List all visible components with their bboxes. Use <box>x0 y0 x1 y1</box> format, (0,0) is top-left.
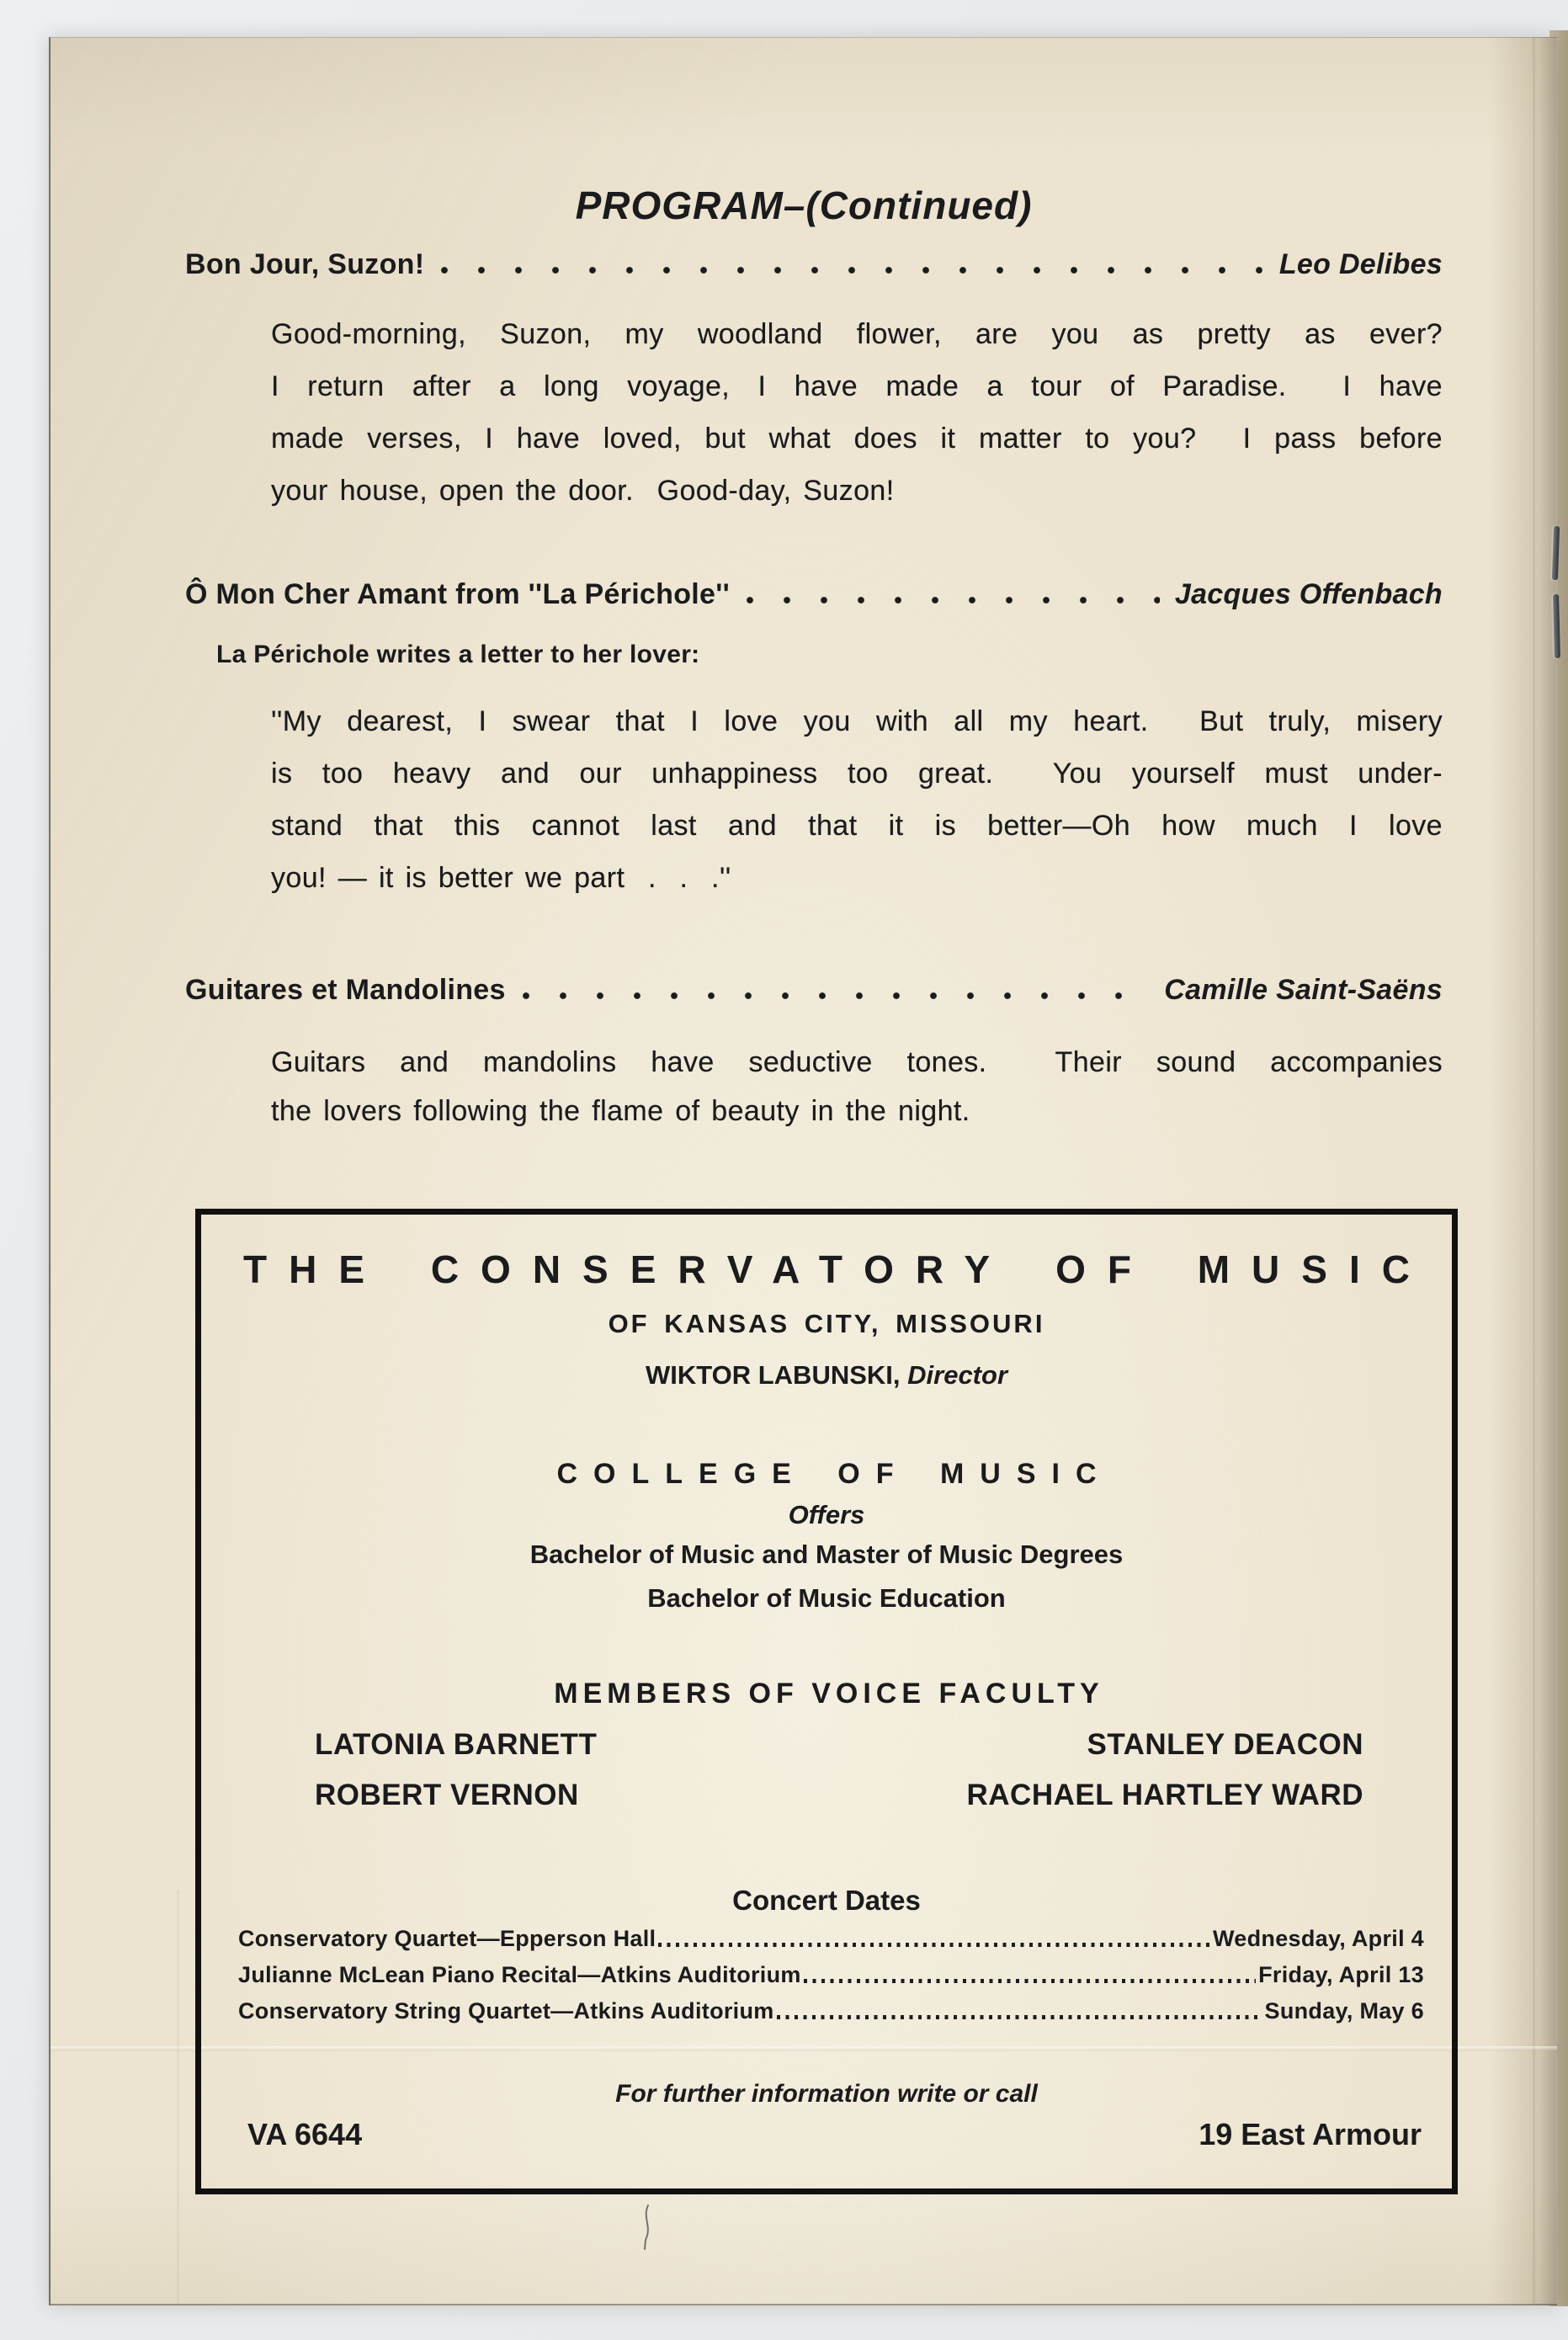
description-line: I return after a long voyage, I have made a tour of Paradise. I have <box>271 370 1443 402</box>
college-heading: COLLEGE OF MUSIC <box>556 1458 1113 1490</box>
dot-leader <box>439 263 1264 276</box>
description-line: stand that this cannot last and that it is better—Oh how much I love <box>271 810 1443 842</box>
composer-name: Camille Saint-Saëns <box>1164 974 1443 1006</box>
description-line: Good-morning, Suzon, my woodland flower, are you as pretty as ever? <box>271 318 1443 350</box>
concert-date: Sunday, May 6 <box>1264 1998 1424 2024</box>
faculty-name: RACHAEL HARTLEY WARD <box>966 1779 1363 1811</box>
description-line: ''My dearest, I swear that I love you with all my heart. But truly, misery <box>271 705 1443 737</box>
concert-date-row <box>238 1926 1424 1952</box>
program-item-row <box>185 974 1443 1007</box>
song-title: Ô Mon Cher Amant from ''La Périchole'' <box>185 578 731 610</box>
dot-leader <box>745 593 1160 606</box>
faculty-heading: MEMBERS OF VOICE FACULTY <box>554 1678 1104 1710</box>
description-line: you! — it is better we part . . .'' <box>271 862 731 894</box>
description-line: your house, open the door. Good-day, Suzon! <box>271 475 895 507</box>
description-line: the lovers following the flame of beauty in the night. <box>271 1095 970 1127</box>
song-title: Guitares et Mandolines <box>185 974 506 1006</box>
vertical-fold-crease <box>177 1890 179 2304</box>
phone-number: VA 6644 <box>247 2117 363 2151</box>
song-description <box>271 695 1443 904</box>
street-address: 19 East Armour <box>1199 2117 1422 2151</box>
composer-name: Leo Delibes <box>1278 248 1443 280</box>
description-line: Guitars and mandolins have seductive tones. Their sound accompanies <box>271 1046 1443 1078</box>
director-title: Director <box>907 1360 1008 1390</box>
concert-date-row <box>238 1962 1424 1988</box>
conservatory-ad-box <box>195 1209 1458 2194</box>
concert-date-row <box>238 1998 1424 2024</box>
faculty-row <box>201 1728 1452 1763</box>
program-item-row <box>185 578 1443 611</box>
offers-label: Offers <box>788 1500 865 1529</box>
faculty-name: LATONIA BARNETT <box>315 1728 598 1761</box>
composer-name: Jacques Offenbach <box>1174 578 1443 610</box>
contact-info-line: For further information write or call <box>615 2080 1038 2108</box>
contact-row <box>201 2117 1452 2156</box>
song-note: La Périchole writes a letter to her lover: <box>216 641 700 668</box>
pen-mark <box>638 2203 656 2252</box>
program-item-row <box>185 248 1443 281</box>
concert-event: Conservatory Quartet—Epperson Hall <box>238 1926 656 1951</box>
description-line: made verses, I have loved, but what does it matter to you? I pass before <box>271 423 1443 455</box>
program-page <box>49 37 1557 2305</box>
ad-subtitle: OF KANSAS CITY, MISSOURI <box>608 1309 1045 1338</box>
concert-event: Conservatory String Quartet—Atkins Auditorium <box>238 1998 774 2024</box>
faculty-name: STANLEY DEACON <box>1087 1728 1363 1761</box>
concert-date: Friday, April 13 <box>1258 1962 1424 1987</box>
dotted-leader <box>804 1979 1256 1983</box>
faculty-row <box>201 1779 1452 1814</box>
ad-title: THE CONSERVATORY OF MUSIC <box>243 1247 1432 1291</box>
dot-leader <box>521 989 1150 1002</box>
concert-date: Wednesday, April 4 <box>1213 1926 1424 1951</box>
concert-event: Julianne McLean Piano Recital—Atkins Auditorium <box>238 1962 801 1987</box>
description-line: is too heavy and our unhappiness too great. You yourself must under- <box>271 758 1443 790</box>
page-title: PROGRAM–(Continued) <box>575 183 1033 227</box>
song-title: Bon Jour, Suzon! <box>185 248 425 280</box>
song-description <box>271 1038 1443 1135</box>
director-name: WIKTOR LABUNSKI, <box>645 1360 901 1390</box>
degree-line: Bachelor of Music Education <box>647 1583 1006 1613</box>
concert-dates-heading: Concert Dates <box>732 1885 921 1916</box>
dotted-leader <box>777 2015 1262 2019</box>
song-description <box>271 308 1443 517</box>
degree-line: Bachelor of Music and Master of Music Degrees <box>529 1540 1124 1569</box>
right-crease <box>1533 38 1535 2304</box>
faculty-name: ROBERT VERNON <box>315 1779 579 1811</box>
dotted-leader <box>658 1943 1210 1947</box>
ad-director-line <box>201 1360 1452 1391</box>
